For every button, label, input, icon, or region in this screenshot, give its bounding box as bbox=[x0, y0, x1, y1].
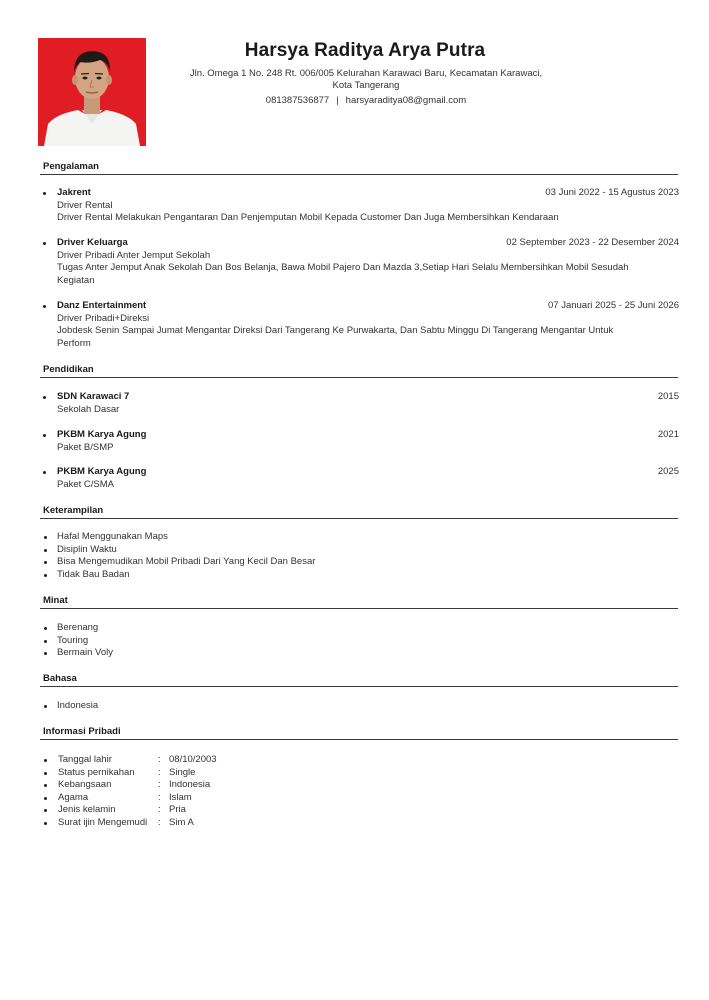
interests-list bbox=[43, 622, 673, 660]
info-label: Status pernikahan bbox=[58, 766, 135, 778]
skills-list bbox=[43, 531, 673, 581]
bullet bbox=[43, 396, 46, 399]
experience-entry bbox=[43, 300, 679, 350]
experience-date: 07 Januari 2025 - 25 Juni 2026 bbox=[548, 300, 679, 311]
personal-info-list bbox=[43, 754, 343, 830]
education-entry bbox=[43, 466, 679, 491]
bullet bbox=[43, 471, 46, 474]
section-title-languages: Bahasa bbox=[43, 673, 77, 684]
info-colon: : bbox=[158, 804, 161, 816]
education-school: PKBM Karya Agung bbox=[57, 466, 147, 477]
section-title-experience: Pengalaman bbox=[43, 161, 99, 172]
personal-info-row bbox=[43, 767, 343, 780]
experience-role: Driver Rental bbox=[57, 199, 113, 211]
info-value: Pria bbox=[169, 804, 186, 816]
list-item: Bisa Mengemudikan Mobil Pribadi Dari Yang Kecil Dan Besar bbox=[43, 556, 673, 569]
section-divider bbox=[40, 174, 678, 175]
section-title-education: Pendidikan bbox=[43, 364, 94, 375]
experience-date: 02 September 2023 - 22 Desember 2024 bbox=[506, 237, 679, 248]
address-line-2: Kota Tangerang bbox=[332, 80, 400, 91]
address-line-1: Jln. Omega 1 No. 248 Rt. 006/005 Kelurahan Karawaci Baru, Kecamatan Karawaci, bbox=[189, 68, 543, 79]
languages-list bbox=[43, 700, 673, 713]
list-item: Hafal Menggunakan Maps bbox=[43, 531, 673, 544]
personal-info-row bbox=[43, 804, 343, 817]
list-item: Indonesia bbox=[43, 700, 673, 713]
info-value: Islam bbox=[169, 791, 192, 803]
experience-description: Jobdesk Senin Sampai Jumat Mengantar Direksi Dari Tangerang Ke Purwakarta, Dan Sabtu Minggu Di Tangerang Mengantar Untuk bbox=[57, 325, 614, 336]
experience-entry bbox=[43, 187, 679, 225]
info-colon: : bbox=[158, 779, 161, 791]
experience-description-cont: Perform bbox=[57, 337, 91, 349]
list-item: Touring bbox=[43, 635, 673, 648]
phone-number: 081387536877 bbox=[265, 95, 330, 106]
personal-info-row bbox=[43, 779, 343, 792]
personal-info-row bbox=[43, 792, 343, 805]
list-item: Berenang bbox=[43, 622, 673, 635]
list-item: Disiplin Waktu bbox=[43, 544, 673, 557]
contact-line bbox=[168, 95, 564, 106]
experience-description: Driver Rental Melakukan Pengantaran Dan Penjemputan Mobil Kepada Customer Dan Juga Membersihkan Kendaraan bbox=[57, 212, 559, 223]
person-avatar-icon bbox=[38, 38, 146, 146]
profile-photo bbox=[38, 38, 146, 146]
contact-separator: | bbox=[336, 95, 339, 106]
education-year: 2015 bbox=[657, 391, 679, 402]
section-divider bbox=[40, 377, 678, 378]
education-year: 2021 bbox=[657, 429, 679, 440]
education-school: SDN Karawaci 7 bbox=[57, 391, 130, 402]
bullet bbox=[43, 434, 46, 437]
section-title-skills: Keterampilan bbox=[43, 505, 104, 516]
info-label: Jenis kelamin bbox=[58, 804, 116, 816]
personal-info-row bbox=[43, 754, 343, 767]
section-title-personal-info: Informasi Pribadi bbox=[43, 726, 121, 737]
info-colon: : bbox=[158, 816, 161, 828]
education-level: Paket C/SMA bbox=[57, 478, 115, 490]
experience-entry bbox=[43, 237, 679, 287]
section-divider bbox=[40, 686, 678, 687]
info-colon: : bbox=[158, 754, 161, 765]
section-title-interests: Minat bbox=[43, 595, 68, 606]
info-label: Surat ijin Mengemudi bbox=[58, 816, 148, 828]
email-address: harsyaraditya08@gmail.com bbox=[345, 95, 467, 106]
experience-role: Driver Pribadi+Direksi bbox=[57, 312, 150, 324]
list-item: Tidak Bau Badan bbox=[43, 569, 673, 582]
info-value: Sim A bbox=[169, 816, 194, 828]
education-level: Paket B/SMP bbox=[57, 441, 114, 453]
candidate-name: Harsya Raditya Arya Putra bbox=[244, 40, 486, 61]
personal-info-row bbox=[43, 817, 343, 830]
list-item: Bermain Voly bbox=[43, 647, 673, 660]
experience-org: Jakrent bbox=[57, 187, 91, 198]
info-label: Tanggal lahir bbox=[58, 754, 112, 765]
section-divider bbox=[40, 739, 678, 740]
experience-description-cont: Kegiatan bbox=[57, 274, 95, 286]
bullet bbox=[43, 242, 46, 245]
address bbox=[168, 68, 564, 92]
experience-date: 03 Juni 2022 - 15 Agustus 2023 bbox=[545, 187, 679, 198]
education-entry bbox=[43, 391, 679, 416]
bullet bbox=[43, 192, 46, 195]
section-divider bbox=[40, 608, 678, 609]
info-value: 08/10/2003 bbox=[169, 754, 217, 765]
info-colon: : bbox=[158, 766, 161, 778]
experience-description: Tugas Anter Jemput Anak Sekolah Dan Bos Belanja, Bawa Mobil Pajero Dan Mazda 3,Setiap Hari Selalu Membersihkan Mobil Sesudah bbox=[57, 262, 629, 273]
info-label: Agama bbox=[58, 791, 89, 803]
experience-org: Danz Entertainment bbox=[57, 300, 147, 311]
info-label: Kebangsaan bbox=[58, 779, 112, 791]
education-year: 2025 bbox=[657, 466, 679, 477]
education-entry bbox=[43, 429, 679, 454]
info-value: Indonesia bbox=[169, 779, 211, 791]
experience-role: Driver Pribadi Anter Jemput Sekolah bbox=[57, 249, 211, 261]
bullet bbox=[43, 305, 46, 308]
info-colon: : bbox=[158, 791, 161, 803]
education-school: PKBM Karya Agung bbox=[57, 429, 147, 440]
section-divider bbox=[40, 518, 678, 519]
info-value: Single bbox=[169, 766, 196, 778]
experience-org: Driver Keluarga bbox=[57, 237, 128, 248]
education-level: Sekolah Dasar bbox=[57, 403, 120, 415]
